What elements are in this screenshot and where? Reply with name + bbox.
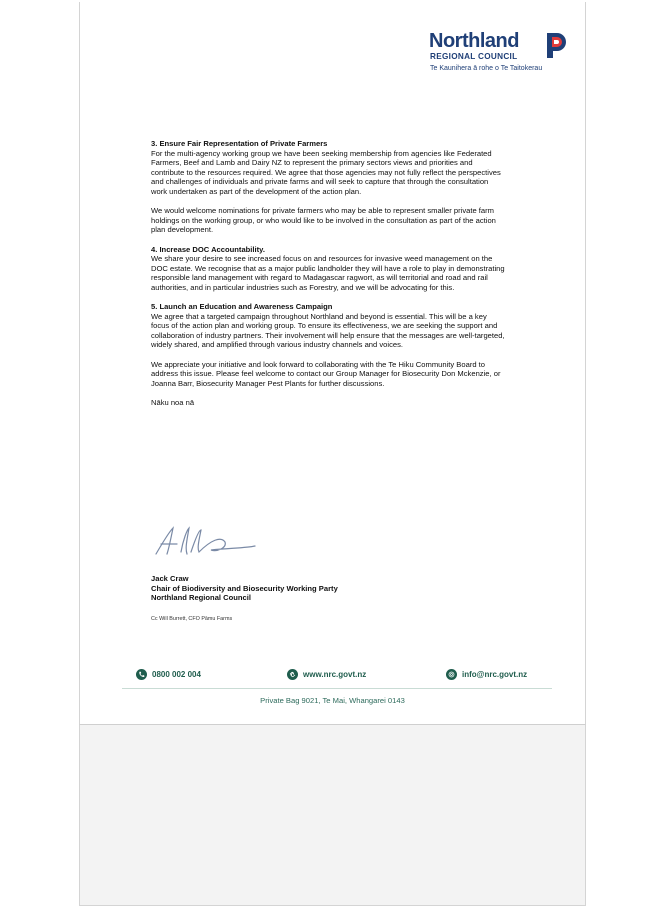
- at-icon: [446, 669, 457, 680]
- signature-block: [151, 574, 338, 603]
- logo-maori-name: Te Kaunihera ā rohe o Te Taitokerau: [430, 65, 543, 72]
- logo-name: Northland: [429, 30, 519, 52]
- signer-title: Chair of Biodiversity and Biosecurity Working Party: [151, 583, 338, 593]
- email-address: info@nrc.govt.nz: [462, 669, 528, 679]
- body-paragraph: We would welcome nominations for private farmers who may be able to represent smaller private farm holdings on the working group, or who would like to be involved in the consultation as part of the action plan development.: [151, 206, 496, 235]
- council-logo: [429, 30, 564, 76]
- letter-body: [151, 139, 506, 417]
- page-gap-area: [79, 724, 586, 906]
- letter-page: [79, 2, 586, 724]
- body-paragraph: For the multi-agency working group we have been seeking membership from agencies like Federated Farmers, Beef and Lamb and Dairy NZ to represent the primary sectors views and priorities and contribute to the resources required. We agree that those agencies may not fully reflect the perspectives and challenges of individuals and private farms and will seek to capture that through the consultation work undertaken as part of the development of the action plan.: [151, 148, 501, 196]
- phone-icon: [136, 669, 147, 680]
- footer-divider: [122, 688, 552, 689]
- section-heading: 5. Launch an Education and Awareness Campaign: [151, 302, 333, 312]
- cc-line: Cc Will Burrett, CFO Pāmu Farms: [151, 616, 233, 622]
- website-url: www.nrc.govt.nz: [303, 669, 367, 679]
- phone-number: 0800 002 004: [152, 669, 201, 679]
- footer-phone[interactable]: [136, 667, 201, 681]
- postal-address: Private Bag 9021, Te Mai, Whangarei 0143: [260, 696, 405, 705]
- signature: [151, 522, 411, 562]
- closing-line: Nāku noa nā: [151, 398, 195, 408]
- logo-mark-icon: [545, 31, 567, 59]
- logo-subtitle: REGIONAL COUNCIL: [430, 52, 518, 61]
- body-paragraph: We share your desire to see increased focus on and resources for invasive weed management on the DOC estate. We recognise that as a major public landholder they will have a role to play in demonstrating responsible land management with regard to Madagascar ragwort, as will territorial and road and rail authorities, and in particular industries such as Forestry, and we will be advocating for this.: [151, 254, 505, 292]
- section-heading: 3. Ensure Fair Representation of Private Farmers: [151, 139, 328, 148]
- body-paragraph: We agree that a targeted campaign throughout Northland and beyond is essential. This will be a key focus of the action plan and working group. To ensure its effectiveness, we are seeking the support and collaboration of industry partners. Their involvement will help ensure that the messages are well-targeted, widely shared, and amplified through various industry channels and voices.: [151, 311, 505, 350]
- signer-name: Jack Craw: [151, 574, 189, 583]
- footer-website[interactable]: [287, 667, 366, 681]
- signer-org: Northland Regional Council: [151, 593, 251, 603]
- footer-email[interactable]: [446, 667, 527, 681]
- section-heading: 4. Increase DOC Accountability.: [151, 244, 265, 254]
- link-icon: [287, 669, 298, 680]
- body-paragraph: We appreciate your initiative and look forward to collaborating with the Te Hiku Community Board to address this issue. Please feel welcome to contact our Group Manager for Biosecurity Don Mckenzie, or Joanna Barr, Biosecurity Manager Pest Plants for further discussions.: [151, 359, 501, 388]
